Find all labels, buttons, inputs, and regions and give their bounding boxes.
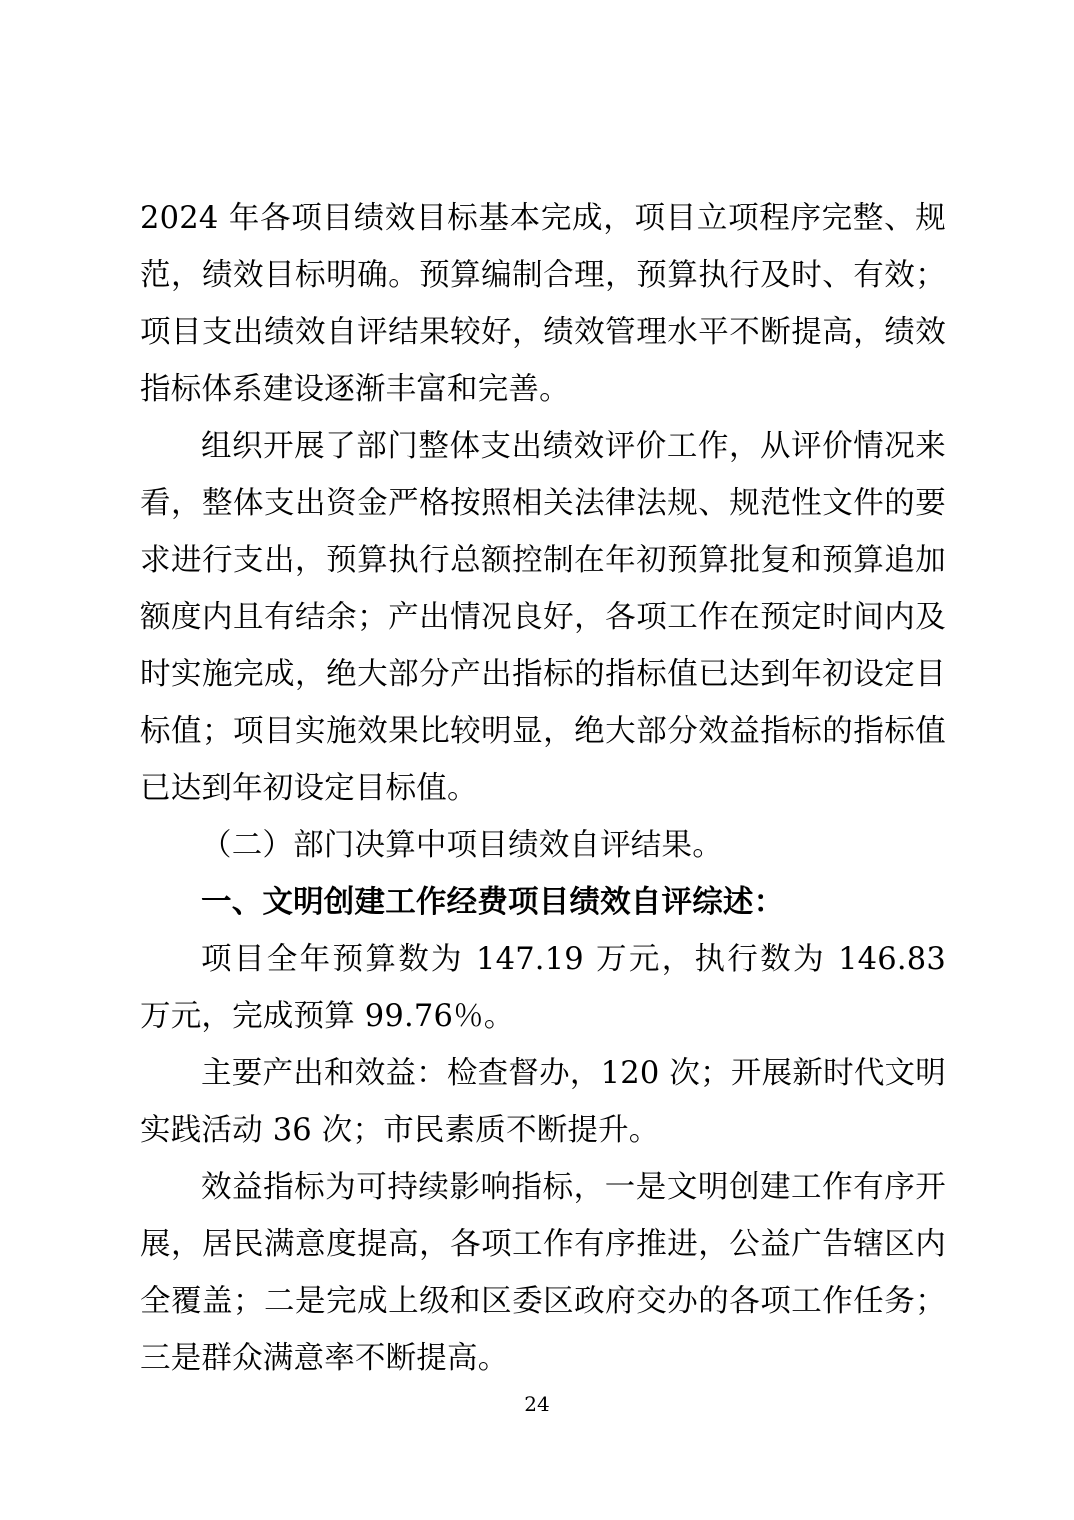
paragraph-overall-evaluation: 组织开展了部门整体支出绩效评价工作，从评价情况来看，整体支出资金严格按照相关法律法规、规范性文件的要求进行支出，预算执行总额控制在年初预算批复和预算追加额度内且有结余；产出情况良好，各项工作在预定时间内及时实施完成，绝大部分产出指标的指标值已达到年初设定目标值；项目实施效果比较明显，绝大部分效益指标的指标值已达到年初设定目标值。 bbox=[140, 429, 946, 806]
paragraph-performance-goals: 2024 年各项目绩效目标基本完成，项目立项程序完整、规范，绩效目标明确。预算编制合理，预算执行及时、有效；项目支出绩效自评结果较好，绩效管理水平不断提高，绩效指标体系建设逐渐丰富和完善。 bbox=[140, 201, 946, 407]
document-body bbox=[140, 190, 946, 1387]
heading-project-self-evaluation: 一、文明创建工作经费项目绩效自评综述： bbox=[201, 884, 785, 920]
paragraph-section-two: （二）部门决算中项目绩效自评结果。 bbox=[201, 828, 723, 863]
paragraph-budget-figures: 项目全年预算数为 147.19 万元，执行数为 146.83 万元，完成预算 99.76％。 bbox=[140, 942, 946, 1034]
paragraph-benefit-indicators: 效益指标为可持续影响指标，一是文明创建工作有序开展，居民满意度提高，各项工作有序推进，公益广告辖区内全覆盖；二是完成上级和区委区政府交办的各项工作任务；三是群众满意率不断提高。 bbox=[140, 1170, 946, 1376]
page-number: 24 bbox=[524, 1392, 550, 1416]
paragraph-outputs-benefits: 主要产出和效益：检查督办，120 次；开展新时代文明实践活动 36 次；市民素质不断提升。 bbox=[140, 1056, 946, 1148]
